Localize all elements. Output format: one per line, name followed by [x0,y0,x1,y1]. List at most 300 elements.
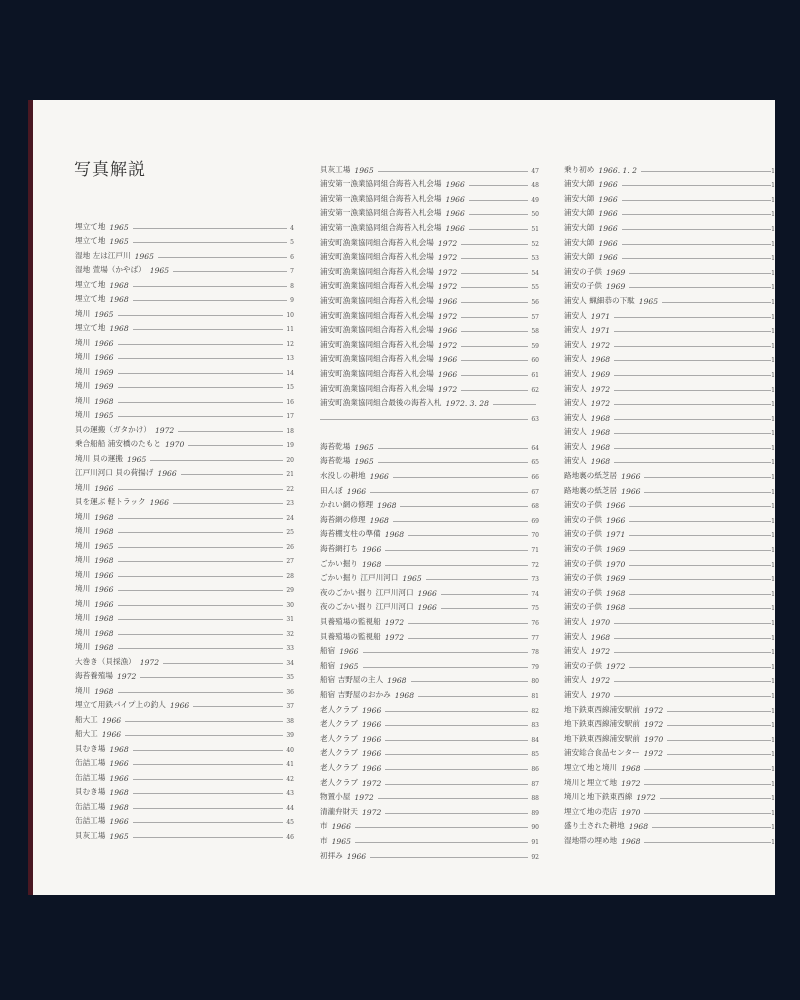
leader-line [118,590,284,591]
entry-year: 1966 [339,647,359,657]
leader-line [614,448,771,449]
leader-line [133,808,284,809]
page-number: 1 [771,692,775,700]
page-number: 46 [286,833,294,841]
entry-year: 1972 [643,705,664,715]
page-number: 1 [771,620,775,627]
entry-caption: 路地裏の紙芝居 [564,485,618,495]
leader-line [644,769,771,770]
leader-line [641,171,771,172]
leader-line [118,387,284,388]
page-number: 1 [771,751,775,759]
index-entry [320,583,539,598]
leader-line [614,404,771,405]
entry-caption: 境川 [75,540,91,550]
entry-year: 1968 [387,676,407,686]
index-entry [75,797,294,812]
entry-year: 1965 [109,831,129,841]
entry-caption: 浦安町漁業協同組合海苔入札会場 [320,368,434,378]
page-number: 1 [771,357,775,365]
page-number: 90 [531,824,539,832]
page-number: 68 [531,503,539,511]
page-number: 1 [771,182,775,190]
leader-line [393,477,528,478]
index-entry [75,319,294,334]
entry-caption: 浦安第一漁業協同組合海苔入札会場 [320,179,442,189]
page-number: 1 [771,444,775,452]
entry-caption: 境川 [75,642,91,651]
entry-year: 1972 [154,425,175,435]
entry-year: 1966 [605,501,626,511]
index-entry [564,744,775,759]
entry-year: 1966 [445,180,465,190]
leader-line [461,375,528,376]
entry-caption: 浦安人 [564,427,587,437]
entry-caption: 浦安第一漁業協同組合海苔入札会場 [320,222,442,232]
index-column-2-top [320,160,539,408]
page-number: 66 [531,474,539,482]
entry-year: 1966 [621,472,641,482]
leader-line [441,594,528,595]
leader-line [163,663,283,664]
entry-caption: 埋立て地 [75,236,106,245]
entry-caption: 埋立て地 [75,279,106,289]
index-entry [320,539,539,554]
entry-year: 1968 [109,802,129,812]
entry-year: 1972 [437,282,458,292]
page-number: 79 [531,663,539,671]
page-number: 1 [771,298,775,306]
entry-year: 1968 [394,690,415,700]
leader-line [614,317,771,318]
leader-line [370,492,528,493]
page-number: 1 [771,517,775,525]
entry-caption: かれい網の修理 [320,500,374,510]
leader-line [667,725,771,726]
index-entry [75,681,294,696]
entry-year: 1966 [101,730,122,739]
entry-caption: 境川 [75,555,91,564]
leader-line [118,634,284,635]
page-number: 80 [531,678,539,686]
leader-line [644,842,771,843]
wrapped-entry-continuation [320,408,539,423]
entry-year: 1965 [339,661,359,671]
entry-year: 1966 [361,734,382,744]
entry-caption: 埋立て地 [75,221,106,231]
index-entry [564,817,775,832]
index-entry [564,481,775,496]
entry-year: 1972 [590,399,611,409]
index-entry [75,304,294,319]
index-column-2 [320,160,539,861]
index-entry [320,831,539,846]
entry-year: 1968 [94,643,114,652]
page-number: 35 [286,674,294,681]
page-number: 1 [771,722,775,730]
entry-year: 1968 [628,822,649,832]
index-entry [75,391,294,406]
entry-year: 1966 [445,223,465,233]
leader-line [622,229,771,230]
entry-caption: 浦安の子供 [564,587,602,597]
leader-line [461,302,528,303]
page-number: 87 [531,780,539,788]
index-entry [75,449,294,464]
entry-caption: 浦安人 [564,689,587,699]
index-entry [564,671,775,686]
index-entry [320,685,539,700]
entry-caption: 市 [320,821,328,831]
entry-caption: 夜のごかい掘り 江戸川河口 [320,602,414,612]
page-number: 62 [531,386,539,394]
page-number: 34 [286,659,294,667]
page-number: 1 [771,809,775,817]
leader-line [118,619,284,620]
index-entry [564,321,775,336]
page-number: 1 [771,590,775,598]
leader-line [662,302,771,303]
entry-caption: 湿地帯の埋め地 [564,835,618,845]
entry-year: 1968 [590,632,611,642]
entry-year: 1968 [590,457,611,467]
entry-year: 1966 [149,498,169,507]
page-number: 22 [286,485,294,493]
entry-caption: 浦安の子供 [564,660,602,670]
leader-line [118,532,284,533]
leader-line [614,331,771,332]
index-entry [564,364,775,379]
entry-year: 1965 [94,411,114,420]
page-number: 10 [286,311,294,319]
page-number: 1 [771,795,775,803]
page-number: 1 [771,196,775,204]
entry-year: 1966 [157,469,177,478]
index-entry [564,408,775,423]
leader-line [629,506,771,507]
index-entry [564,306,775,321]
page-number: 15 [286,384,294,391]
page-number: 91 [531,838,539,846]
page-number: 25 [286,529,294,536]
leader-line [614,638,771,639]
entry-year: 1969 [94,382,114,391]
entry-caption: 浦安人 [564,398,587,408]
page-number: 83 [531,722,539,730]
entry-caption: 浦安町漁業協同組合海苔入札会場 [320,295,434,305]
entry-caption: 貝を運ぶ 軽トラック [75,497,146,506]
index-entry [320,758,539,773]
entry-year: 1972 [437,340,458,350]
entry-year: 1972 [437,238,458,248]
page-number: 50 [531,211,539,219]
index-entry [75,739,294,754]
entry-year: 1968 [590,413,611,423]
entry-year: 1968 [590,442,611,452]
entry-year: 1966 [346,486,367,496]
entry-year: 1969 [605,545,626,555]
page-number: 8 [290,282,294,290]
entry-year: 1972 [643,720,664,730]
index-entry [320,481,539,496]
leader-line [118,547,284,548]
entry-caption: 海苔乾場 [320,456,351,466]
leader-line [629,535,771,536]
index-entry [75,768,294,783]
page-number: 76 [531,620,539,627]
index-entry [564,627,775,642]
page-number: 51 [531,225,539,233]
entry-year: 1966 [101,715,122,725]
page-number: 86 [531,765,539,773]
entry-year: 1968 [605,603,626,613]
entry-caption: 浦安の子供 [564,602,602,612]
leader-line [133,793,284,794]
index-entry [564,175,775,190]
leader-line [133,228,287,229]
entry-caption: 地下鉄東西線浦安駅前 [564,719,640,729]
index-entry [75,406,294,421]
index-entry [75,623,294,638]
entry-caption: 浦安町漁業協同組合海苔入札会場 [320,266,434,276]
entry-caption: 境川 [75,308,91,318]
entry-year: 1972. 3. 28 [445,399,489,409]
index-entry [564,204,775,219]
leader-line [118,648,284,649]
entry-caption: 市 [320,835,328,845]
page-number: 75 [531,605,539,613]
entry-year: 1972 [384,632,405,642]
entry-caption: 貝養殖場の監視船 [320,617,381,626]
entry-caption: 貝養殖場の監視船 [320,631,381,641]
entry-caption: 海苔棚支柱の準備 [320,529,381,539]
entry-caption: 浦安町漁業協同組合海苔入札会場 [320,339,434,349]
page-number: 41 [286,761,294,768]
leader-line [629,565,771,566]
index-entry [564,569,775,584]
entry-caption: 浦安町漁業協同組合海苔入札会場 [320,383,434,393]
entry-caption: 埋立て地 [75,323,106,332]
entry-caption: 浦安の子供 [564,281,602,291]
index-entry [320,788,539,803]
index-column-1 [75,217,294,841]
entry-year: 1965 [126,454,147,464]
entry-year: 1965 [94,309,114,319]
entry-year: 1966 [598,238,618,248]
page-number: 20 [286,456,294,464]
index-entry [564,277,775,292]
entry-caption: 貝灰工場 [320,164,351,174]
entry-caption: 大巻き（貝採漁） [75,656,136,666]
page-number: 55 [531,284,539,292]
entry-year: 1970 [605,559,626,569]
entry-caption: 境川と地下鉄東西線 [564,792,633,802]
index-entry [75,826,294,841]
entry-caption: 境川 [75,395,91,405]
entry-year: 1972 [361,807,382,817]
page-number: 1 [771,605,775,613]
leader-line [118,576,284,577]
leader-line [133,242,287,243]
page-number: 59 [531,342,539,350]
entry-year: 1972 [437,311,458,321]
entry-year: 1966 [445,194,465,204]
leader-line [622,258,771,259]
entry-year: 1970 [164,440,185,449]
index-entry [320,802,539,817]
page-number: 12 [286,340,294,348]
entry-year: 1966 [361,545,382,555]
index-entry [564,539,775,554]
index-entry [564,218,775,233]
entry-year: 1968 [369,515,389,525]
index-entry [75,783,294,798]
page-number: 70 [531,532,539,540]
entry-caption: 境川 [75,584,91,593]
leader-line [408,623,528,624]
leader-line [385,565,528,566]
entry-caption: 浦安大師 [564,179,595,189]
entry-year: 1966 [331,822,351,832]
index-entry [320,773,539,788]
leader-line [133,837,284,838]
leader-line [622,214,771,215]
leader-line [667,711,771,712]
page-number: 33 [286,645,294,652]
index-entry [320,204,539,219]
index-entry [320,350,539,365]
leader-line [133,329,284,330]
page-number: 72 [531,561,539,569]
entry-caption: 乗り初め [564,164,595,174]
leader-line [644,813,771,814]
index-entry [564,189,775,204]
entry-year: 1966 [437,296,458,306]
entry-caption: 缶詰工場 [75,816,106,825]
leader-line [158,257,287,258]
entry-caption: 浦安町漁業協同組合最後の海苔入札 [320,398,442,408]
index-entry [564,291,775,306]
entry-year: 1966 [598,253,618,263]
entry-year: 1971 [605,530,626,540]
spacer [320,423,539,438]
entry-year: 1966 [417,588,437,598]
leader-line [614,346,771,347]
page-number: 73 [531,576,539,584]
leader-line [667,740,771,741]
entry-caption: 浦安大師 [564,252,595,262]
leader-line [629,579,771,580]
entry-year: 1972 [437,253,458,263]
page-number: 1 [771,532,775,540]
page-title: 写真解説 [74,160,146,180]
index-entry [75,377,294,392]
entry-caption: 海苔網の修理 [320,514,366,524]
index-column-2-bottom [320,437,539,860]
leader-line [400,506,528,507]
leader-line [363,667,529,668]
leader-line [629,608,771,609]
leader-line [125,735,283,736]
entry-year: 1970 [590,618,611,627]
index-entry [564,262,775,277]
index-entry [320,569,539,584]
page-number: 1 [771,649,775,657]
entry-caption: 浦安の子供 [564,529,602,539]
entry-caption: 浦安人 [564,383,587,393]
leader-line [614,360,771,361]
entry-caption: 境川 [75,569,91,579]
entry-caption: 浦安町漁業協同組合海苔入札会場 [320,325,434,335]
entry-year: 1970 [621,807,641,817]
entry-year: 1966 [94,585,114,594]
entry-caption: 境川 [75,685,91,695]
page-number: 1 [771,576,775,584]
index-entry [320,612,539,627]
page-number: 1 [771,415,775,423]
leader-line [461,390,528,391]
index-entry [564,788,775,803]
index-entry [75,290,294,305]
leader-line [118,416,284,417]
page-number: 82 [531,707,539,715]
entry-year: 1972 [590,384,611,394]
index-entry [320,306,539,321]
leader-line [418,696,528,697]
index-entry [564,598,775,613]
entry-caption: 海苔養殖場 [75,671,113,680]
entry-year: 1966 [109,759,129,768]
entry-year: 1972 [384,618,405,627]
entry-year: 1968 [94,614,114,623]
page-number: 29 [286,587,294,594]
page-number: 28 [286,572,294,580]
leader-line [385,740,528,741]
index-entry [320,437,539,452]
leader-line [629,594,771,595]
page-number: 1 [771,240,775,248]
entry-caption: 浦安町漁業協同組合海苔入札会場 [320,281,434,291]
index-entry [75,348,294,363]
page-number: 6 [290,253,294,261]
entry-year: 1968 [94,512,114,522]
leader-line [188,445,283,446]
entry-caption: 境川 [75,410,91,419]
index-entry [75,812,294,827]
entry-year: 1972 [605,661,626,671]
entry-caption: 船大工 [75,714,98,724]
page-number: 47 [531,167,539,175]
page-number: 17 [286,413,294,420]
page-number: 67 [531,488,539,496]
index-entry [564,452,775,467]
entry-caption: 缶詰工場 [75,801,106,811]
index-entry [564,715,775,730]
entry-year: 1969 [605,574,626,584]
entry-caption: 浦安の子供 [564,500,602,510]
index-entry [320,700,539,715]
index-entry [75,754,294,769]
leader-line [140,677,283,678]
index-entry [564,583,775,598]
page-number: 23 [286,500,294,507]
page-number: 64 [531,444,539,452]
entry-year: 1965 [354,165,374,175]
entry-caption: 境川 [75,381,91,390]
index-entry [75,507,294,522]
leader-line [493,404,536,405]
entry-caption: 境川 [75,366,91,376]
